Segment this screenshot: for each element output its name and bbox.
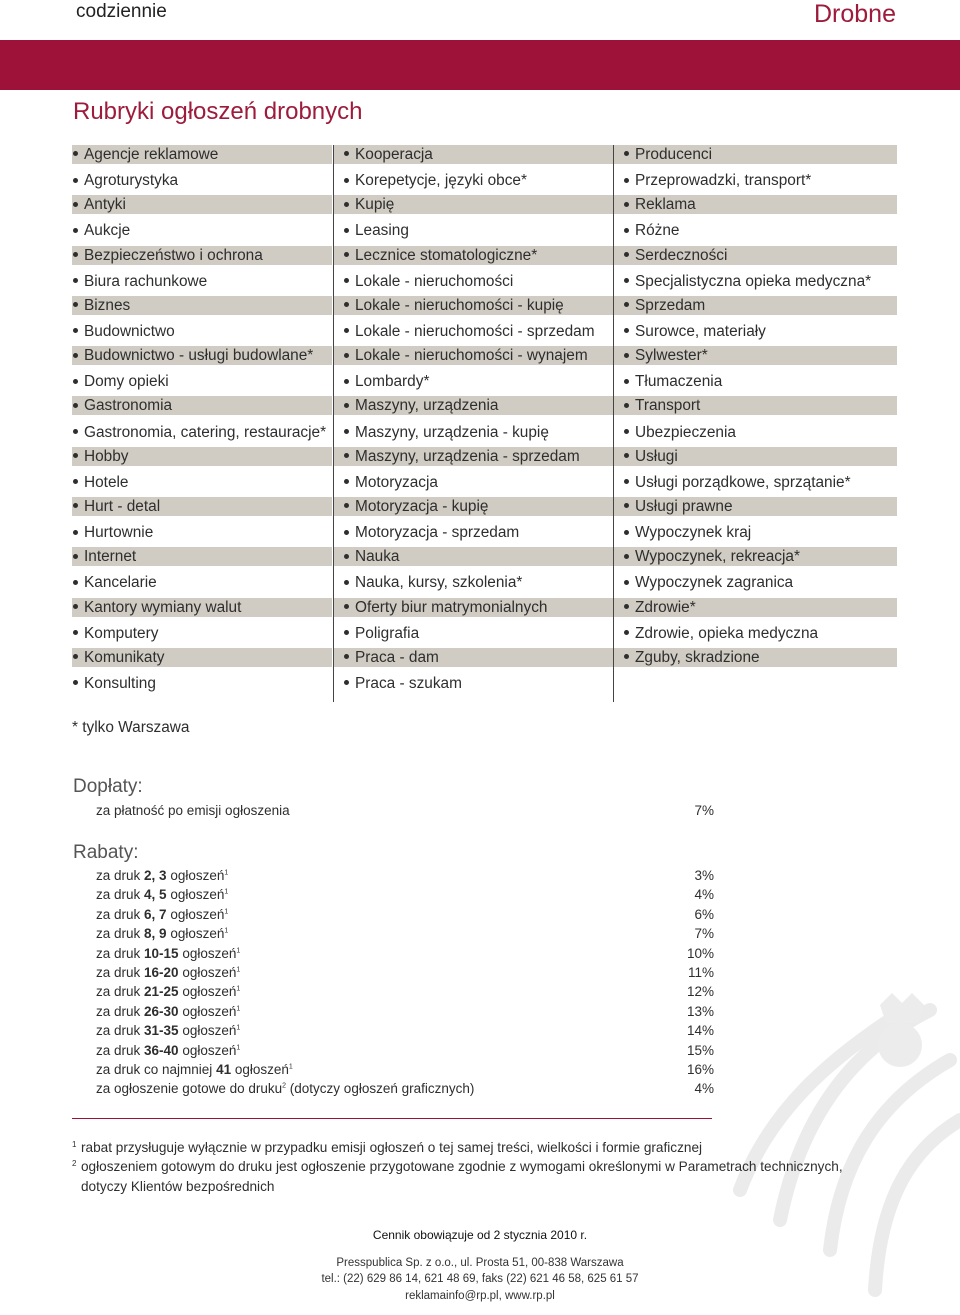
bullet-icon <box>624 353 629 358</box>
category-label: Bezpieczeństwo i ochrona <box>84 246 263 264</box>
category-item <box>72 497 332 516</box>
header-band <box>0 40 960 90</box>
bullet-icon <box>344 680 349 685</box>
category-label: Korepetycje, języki obce* <box>355 172 527 190</box>
bullet-icon <box>624 278 629 283</box>
bullet-icon <box>624 379 629 384</box>
category-label: Poligrafia <box>355 624 420 642</box>
categories-column-2 <box>333 145 613 702</box>
bullet-icon <box>624 178 629 183</box>
rabat-value: 16% <box>686 1062 714 1077</box>
bullet-icon <box>344 379 349 384</box>
bullet-icon <box>73 178 78 183</box>
bullet-icon <box>624 302 629 307</box>
footnote-1 <box>72 1138 702 1158</box>
bullet-icon <box>344 453 349 458</box>
category-label: Nauka, kursy, szkolenia* <box>355 574 523 592</box>
bullet-icon <box>624 630 629 635</box>
rabat-label: za druk 8, 9 ogłoszeń$^1$ <box>96 926 229 942</box>
category-label: Oferty biur matrymonialnych <box>355 598 548 616</box>
category-item <box>334 170 613 195</box>
bullet-icon <box>624 151 629 156</box>
category-item <box>334 447 613 466</box>
category-label: Aukcje <box>84 222 131 240</box>
category-item <box>72 648 332 667</box>
rabat-row <box>96 963 714 982</box>
rabat-label: za druk 26-30 ogłoszeń$^1$ <box>96 1003 241 1019</box>
category-item <box>72 522 332 547</box>
rabat-row <box>96 1021 714 1040</box>
bullet-icon <box>73 604 78 609</box>
category-label: Biura rachunkowe <box>84 272 208 290</box>
bullet-icon <box>344 630 349 635</box>
category-label: Agroturystyka <box>84 172 179 190</box>
company-phones: tel.: (22) 629 86 14, 621 48 69, faks (22) 621 46 58, 625 61 57 <box>321 1273 639 1285</box>
category-item <box>72 572 332 597</box>
category-item <box>334 271 613 296</box>
category-label: Praca - dam <box>355 648 439 666</box>
category-label: Maszyny, urządzenia - sprzedam <box>355 447 580 465</box>
category-item <box>72 321 332 346</box>
footnote-text: rabat przysługuje wyłącznie w przypadku emisji ogłoszeń o tej samej treści, wielkości i formie graficznej <box>81 1140 703 1155</box>
category-item <box>334 371 613 396</box>
category-label: Agencje reklamowe <box>84 146 219 163</box>
bullet-icon <box>624 580 629 585</box>
rabat-value: 4% <box>694 1081 714 1097</box>
bullet-icon <box>344 252 349 257</box>
rabat-label: za druk 21-25 ogłoszeń$^1$ <box>96 984 241 1000</box>
category-item <box>334 346 613 365</box>
footnote-2-continuation: dotyczy Klientów bezpośrednich <box>81 1179 275 1194</box>
category-item <box>334 195 613 214</box>
category-label: Usługi <box>635 447 678 465</box>
rabat-label: za druk 16-20 ogłoszeń$^1$ <box>96 965 241 980</box>
rabat-row <box>96 924 714 943</box>
category-item <box>614 271 897 296</box>
category-item <box>614 246 897 265</box>
footnote-2 <box>72 1157 843 1177</box>
bullet-icon <box>73 379 78 384</box>
bullet-icon <box>73 278 78 283</box>
category-item <box>72 422 332 447</box>
rabat-value: 4% <box>694 887 714 903</box>
rabat-row <box>96 944 714 963</box>
rabat-label: za ogłoszenie gotowe do druku$^2$ (dotyczy ogłoszeń graficznych) <box>96 1081 475 1097</box>
category-label: Transport <box>635 397 701 415</box>
category-label: Kancelarie <box>84 574 157 592</box>
category-label: Sprzedam <box>635 296 706 314</box>
category-label: Tłumaczenia <box>635 373 723 391</box>
category-item <box>334 598 613 617</box>
category-label: Komputery <box>84 624 159 642</box>
category-item <box>614 422 897 447</box>
category-label: Hurt - detal <box>84 497 161 515</box>
rabat-value: 15% <box>686 1042 714 1058</box>
category-label: Ubezpieczenia <box>635 423 736 441</box>
category-item <box>334 472 613 497</box>
footnote-text: ogłoszeniem gotowym do druku jest ogłoszenie przygotowane zgodnie z wymogami określonymi w Parametrach technicznych, <box>81 1159 843 1174</box>
bullet-icon <box>73 630 78 635</box>
divider <box>72 1118 712 1119</box>
rabat-value: 12% <box>686 984 714 1000</box>
bullet-icon <box>73 580 78 585</box>
category-item <box>614 220 897 245</box>
bullet-icon <box>73 680 78 685</box>
category-item <box>334 572 613 597</box>
rabat-value: 11% <box>687 965 714 980</box>
rabat-row <box>96 885 714 904</box>
category-label: Wypoczynek kraj <box>635 524 752 542</box>
category-label: Przeprowadzki, transport* <box>635 172 812 190</box>
bullet-icon <box>624 403 629 408</box>
doplaty-heading: Dopłaty: <box>73 776 143 797</box>
category-item <box>614 522 897 547</box>
category-label: Lokale - nieruchomości <box>355 272 514 290</box>
category-item <box>614 447 897 466</box>
category-item <box>614 346 897 365</box>
bullet-icon <box>344 429 349 434</box>
category-item <box>614 170 897 195</box>
category-label: Lombardy* <box>355 373 430 391</box>
category-label: Komunikaty <box>84 648 165 666</box>
category-label: Gastronomia, catering, restauracje* <box>84 423 327 441</box>
rabat-row <box>96 1041 714 1060</box>
category-label: Surowce, materiały <box>635 322 766 340</box>
bullet-icon <box>344 654 349 659</box>
category-item <box>72 547 332 566</box>
category-item <box>334 648 613 667</box>
category-label: Usługi prawne <box>635 497 733 515</box>
category-label: Internet <box>84 548 137 566</box>
bullet-icon <box>624 202 629 207</box>
category-label: Zguby, skradzione <box>635 648 760 666</box>
footnote-number: 2 <box>72 1159 77 1168</box>
category-label: Zdrowie, opieka medyczna <box>635 624 819 642</box>
category-item <box>72 371 332 396</box>
bullet-icon <box>624 228 629 233</box>
doplata-label: za płatność po emisji ogłoszenia <box>96 803 290 818</box>
category-item <box>614 321 897 346</box>
category-item <box>72 598 332 617</box>
category-label: Leasing <box>355 222 409 240</box>
categories-column-3 <box>613 145 897 702</box>
bullet-icon <box>73 228 78 233</box>
category-label: Sylwester* <box>635 347 708 365</box>
bullet-icon <box>344 479 349 484</box>
bullet-icon <box>344 328 349 333</box>
bullet-icon <box>624 252 629 257</box>
category-item <box>334 422 613 447</box>
category-item <box>614 296 897 315</box>
category-item <box>614 648 897 667</box>
bullet-icon <box>73 302 78 307</box>
category-item <box>614 145 897 164</box>
category-item <box>614 623 897 648</box>
category-item <box>334 522 613 547</box>
footnote-warsaw: * tylko Warszawa <box>72 719 190 736</box>
bullet-icon <box>344 202 349 207</box>
bullet-icon <box>73 429 78 434</box>
category-label: Biznes <box>84 296 131 314</box>
category-item <box>72 673 332 698</box>
categories-column-1 <box>72 145 332 702</box>
company-contact: reklamainfo@rp.pl, www.rp.pl <box>405 1290 555 1302</box>
category-label: Domy opieki <box>84 373 169 391</box>
bullet-icon <box>73 479 78 484</box>
category-item <box>614 547 897 566</box>
category-label: Wypoczynek, rekreacja* <box>635 548 800 566</box>
bullet-icon <box>344 228 349 233</box>
category-item <box>614 572 897 597</box>
bullet-icon <box>624 429 629 434</box>
category-label: Kooperacja <box>355 146 433 163</box>
bullet-icon <box>73 252 78 257</box>
category-item <box>334 623 613 648</box>
category-item <box>334 246 613 265</box>
category-item <box>614 472 897 497</box>
category-item <box>334 547 613 566</box>
bullet-icon <box>624 328 629 333</box>
rabat-label: za druk 31-35 ogłoszeń$^1$ <box>96 1023 241 1039</box>
category-label: Budownictwo <box>84 322 175 340</box>
category-label: Budownictwo - usługi budowlane* <box>84 347 314 365</box>
category-label: Maszyny, urządzenia <box>355 397 499 415</box>
category-label: Lokale - nieruchomości - kupię <box>355 296 564 314</box>
footnote-number: 1 <box>72 1140 77 1149</box>
doplata-row <box>96 801 714 820</box>
category-item <box>334 145 613 164</box>
bullet-icon <box>344 604 349 609</box>
category-label: Lokale - nieruchomości - wynajem <box>355 347 588 365</box>
category-item <box>72 271 332 296</box>
category-item <box>72 623 332 648</box>
bullet-icon <box>624 604 629 609</box>
rabat-value: 13% <box>686 1003 714 1019</box>
category-item <box>72 220 332 245</box>
rabat-row <box>96 1079 714 1098</box>
bullet-icon <box>344 178 349 183</box>
bullet-icon <box>344 403 349 408</box>
rabat-row <box>96 866 714 885</box>
category-label: Wypoczynek zagranica <box>635 574 794 592</box>
category-label: Motoryzacja <box>355 473 438 491</box>
rabat-row <box>96 1060 714 1079</box>
rabat-label: za druk 2, 3 ogłoszeń$^1$ <box>96 868 229 883</box>
category-item <box>72 296 332 315</box>
rabat-value: 6% <box>694 906 714 922</box>
bullet-icon <box>624 554 629 559</box>
category-item <box>614 598 897 617</box>
category-label: Gastronomia <box>84 397 173 415</box>
bullet-icon <box>344 554 349 559</box>
rabat-value: 10% <box>686 945 714 961</box>
category-label: Różne <box>635 222 680 240</box>
category-item <box>614 396 897 415</box>
category-label: Motoryzacja - sprzedam <box>355 524 520 542</box>
bullet-icon <box>73 202 78 207</box>
category-label: Zdrowie* <box>635 598 696 616</box>
section-name: codziennie <box>76 1 167 22</box>
bullet-icon <box>624 453 629 458</box>
category-item <box>72 170 332 195</box>
rabat-value: 3% <box>694 868 714 883</box>
category-item <box>334 296 613 315</box>
category-item <box>72 396 332 415</box>
category-item <box>334 673 613 698</box>
category-label: Hurtownie <box>84 524 154 542</box>
bullet-icon <box>344 278 349 283</box>
bullet-icon <box>624 654 629 659</box>
bullet-icon <box>624 503 629 508</box>
bullet-icon <box>344 503 349 508</box>
rabat-row <box>96 1002 714 1021</box>
bullet-icon <box>624 479 629 484</box>
bullet-icon <box>624 530 629 535</box>
category-item <box>334 220 613 245</box>
category-label: Motoryzacja - kupię <box>355 497 489 515</box>
category-item <box>72 447 332 466</box>
category-label: Lecznice stomatologiczne* <box>355 246 538 264</box>
category-item <box>334 396 613 415</box>
bullet-icon <box>73 654 78 659</box>
section-title: Rubryki ogłoszeń drobnych <box>73 98 363 125</box>
category-title: Drobne <box>814 0 896 28</box>
category-label: Lokale - nieruchomości - sprzedam <box>355 322 595 340</box>
bullet-icon <box>344 151 349 156</box>
category-item <box>72 195 332 214</box>
bullet-icon <box>73 530 78 535</box>
category-item <box>614 195 897 214</box>
cennik-notice: Cennik obowiązuje od 2 stycznia 2010 r. <box>372 1228 588 1242</box>
category-label: Hotele <box>84 473 129 491</box>
category-label: Kupię <box>355 196 395 214</box>
category-label: Reklama <box>635 196 696 214</box>
rabat-value: 14% <box>686 1023 714 1039</box>
bullet-icon <box>73 353 78 358</box>
rabat-label: za druk 36-40 ogłoszeń$^1$ <box>96 1042 241 1058</box>
category-label: Praca - szukam <box>355 674 462 692</box>
rabat-label: za druk co najmniej 41 ogłoszeń$^1$ <box>96 1062 293 1077</box>
category-label: Kantory wymiany walut <box>84 598 242 616</box>
bullet-icon <box>73 453 78 458</box>
rabat-value: 7% <box>694 926 714 942</box>
bullet-icon <box>73 554 78 559</box>
bullet-icon <box>73 151 78 156</box>
category-item <box>72 246 332 265</box>
category-label: Maszyny, urządzenia - kupię <box>355 423 549 441</box>
bullet-icon <box>73 503 78 508</box>
category-item <box>72 472 332 497</box>
bullet-icon <box>73 328 78 333</box>
rabat-label: za druk 10-15 ogłoszeń$^1$ <box>96 945 241 961</box>
category-item <box>72 145 332 164</box>
bullet-icon <box>344 580 349 585</box>
category-label: Nauka <box>355 548 400 566</box>
rabaty-heading: Rabaty: <box>73 842 139 863</box>
rabat-row <box>96 982 714 1001</box>
bullet-icon <box>344 302 349 307</box>
bullet-icon <box>344 353 349 358</box>
category-label: Antyki <box>84 196 126 214</box>
category-item <box>334 321 613 346</box>
category-label: Specjalistyczna opieka medyczna* <box>635 272 872 290</box>
category-item <box>334 497 613 516</box>
rabat-row <box>96 905 714 924</box>
category-label: Serdeczności <box>635 246 728 264</box>
categories-grid <box>72 145 897 702</box>
bullet-icon <box>73 403 78 408</box>
doplata-value: 7% <box>694 803 714 818</box>
category-item <box>614 497 897 516</box>
company-address: Presspublica Sp. z o.o., ul. Prosta 51, 00-838 Warszawa <box>336 1257 624 1269</box>
category-label: Hobby <box>84 447 129 465</box>
category-label: Producenci <box>635 146 712 163</box>
category-item <box>72 346 332 365</box>
bullet-icon <box>344 530 349 535</box>
category-label: Usługi porządkowe, sprzątanie* <box>635 473 851 491</box>
category-label: Konsulting <box>84 674 156 692</box>
rabat-label: za druk 4, 5 ogłoszeń$^1$ <box>96 887 229 903</box>
rabat-label: za druk 6, 7 ogłoszeń$^1$ <box>96 906 229 922</box>
page-header <box>0 0 960 40</box>
category-item <box>614 371 897 396</box>
